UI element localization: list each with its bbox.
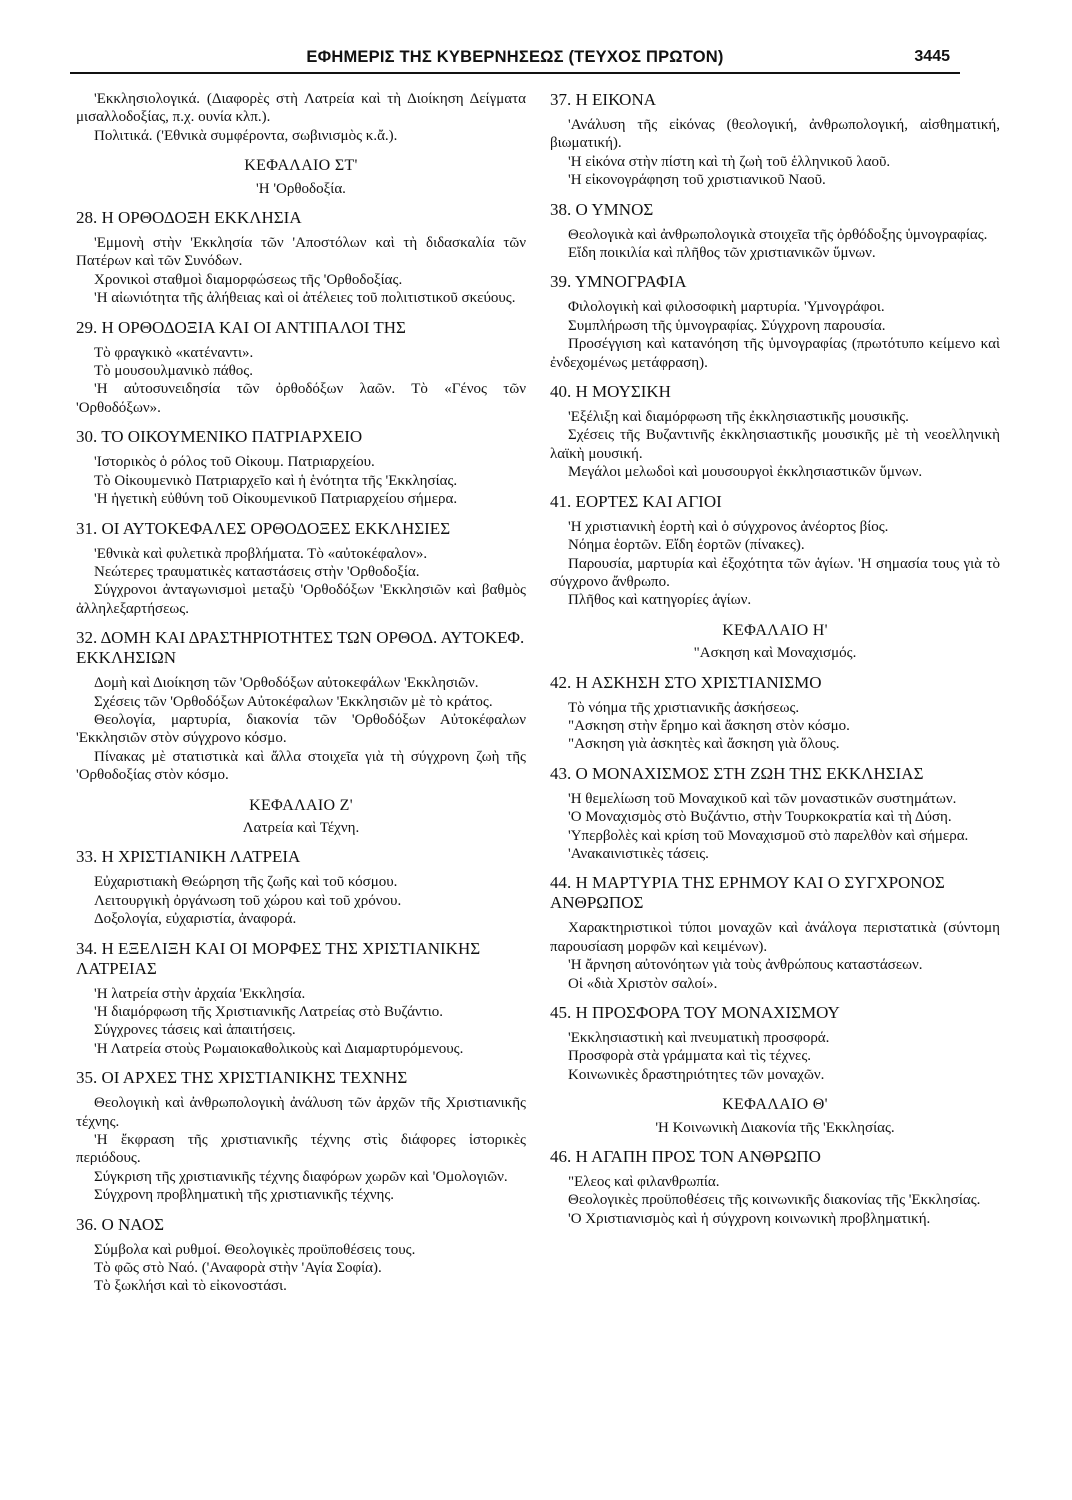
paragraph: 'Η χριστιανικὴ ἑορτὴ καὶ ὁ σύγχρονος ἀνέορτος βίος. [568,518,889,535]
paragraph: Χαρακτηριστικοὶ τύποι μοναχῶν καὶ ἀνάλογα περιστατικὰ (σύντομη παρουσίαση μορφῶν καὶ κειμένων). [550,920,1000,955]
paragraph: 'Ιστορικὸς ὁ ρόλος τοῦ Οἰκουμ. Πατριαρχείου. [94,454,375,471]
paragraph: Τὸ μουσουλμανικὸ πάθος. [94,363,254,380]
section-heading: 44. Η ΜΑΡΤΥΡΙΑ ΤΗΣ ΕΡΗΜΟΥ ΚΑΙ Ο ΣΥΓΧΡΟΝΟΣ ΑΝΘΡΩΠΟΣ [550,873,945,913]
paragraph: Προσφορὰ στὰ γράμματα καὶ τὶς τέχνες. [568,1048,812,1065]
paragraph: Προσέγγιση καὶ κατανόηση τῆς ὑμνογραφίας (πρωτότυπο κείμενο καὶ ἐνδεχομένως μετάφραση). [550,336,1000,371]
paragraph: "Ασκηση στὴν ἔρημο καὶ ἄσκηση στὸν κόσμο. [568,717,850,734]
paragraph: 'Υπερβολὲς καὶ κρίση τοῦ Μοναχισμοῦ στὸ παρελθὸν καὶ σήμερα. [568,827,969,844]
section-heading: 36. Ο ΝΑΟΣ [76,1214,165,1234]
page-number: 3445 [914,48,950,65]
paragraph: Σχέσεις τῆς Βυζαντινῆς ἐκκλησιαστικῆς μουσικῆς μὲ τὴ νεοελληνικὴ λαϊκὴ μουσική. [550,427,1000,462]
paragraph: 'Εθνικὰ καὶ φυλετικὰ προβλήματα. Τὸ «αὐτοκέφαλον». [94,545,428,562]
paragraph: 'Η ἄρνηση αὐτονόητων γιὰ τοὺς ἀνθρώπους καταστάσεων. [568,957,923,974]
paragraph: Εὐχαριστιακὴ Θεώρηση τῆς ζωῆς καὶ τοῦ κόσμου. [94,874,398,891]
section-heading: 31. ΟΙ ΑΥΤΟΚΕΦΑΛΕΣ ΟΡΘΟΔΟΞΕΣ ΕΚΚΛΗΣΙΕΣ [76,518,451,538]
paragraph: 'Εμμονὴ στὴν 'Εκκλησία τῶν 'Αποστόλων καὶ τὴ διδασκαλία τῶν Πατέρων καὶ τῶν Συνόδων. [76,235,526,270]
paragraph: Πολιτικά. ('Εθνικὰ συμφέροντα, σωβινισμὸς κ.ἄ.). [94,127,398,144]
paragraph: Σύγχρονες τάσεις καὶ ἀπαιτήσεις. [94,1022,296,1039]
paragraph: Δομὴ καὶ Διοίκηση τῶν 'Ορθοδόξων αὐτοκεφάλων 'Εκκλησιῶν. [94,675,479,692]
section-heading: 28. Η ΟΡΘΟΔΟΞΗ ΕΚΚΛΗΣΙΑ [76,208,302,228]
chapter-heading: ΚΕΦΑΛΑΙΟ ΣΤ' [244,157,358,175]
paragraph: 'Η διαμόρφωση τῆς Χριστιανικῆς Λατρείας στὸ Βυζάντιο. [94,1004,444,1020]
paragraph: Λειτουργικὴ ὀργάνωση τοῦ χώρου καὶ τοῦ χρόνου. [94,892,402,909]
chapter-heading: ΚΕΦΑΛΑΙΟ Ζ' [249,796,353,814]
paragraph: Μεγάλοι μελωδοὶ καὶ μουσουργοὶ ἐκκλησιαστικῶν ὕμνων. [568,464,923,481]
paragraph: Τὸ νόημα τῆς χριστιανικῆς ἀσκήσεως. [568,699,800,716]
chapter-subtitle: 'Η Κοινωνικὴ Διακονία τῆς 'Εκκλησίας. [655,1119,895,1136]
paragraph: Θεολογικὴ καὶ ἀνθρωπολογικὴ ἀνάλυση τῶν ἀρχῶν τῆς Χριστιανικῆς τέχνης. [76,1095,526,1130]
section-heading: 42. Η ΑΣΚΗΣΗ ΣΤΟ ΧΡΙΣΤΙΑΝΙΣΜΟ [550,672,822,692]
paragraph: Νεώτερες τραυματικὲς καταστάσεις στὴν 'Ορθοδοξία. [94,563,420,580]
section-heading: 46. Η ΑΓΑΠΗ ΠΡΟΣ ΤΟΝ ΑΝΘΡΩΠΟ [550,1147,821,1167]
paragraph: 'Η θεμελίωση τοῦ Μοναχικοῦ καὶ τῶν μοναστικῶν συστημάτων. [568,790,957,807]
paragraph: Παρουσία, μαρτυρία καὶ ἐξοχότητα τῶν ἁγίων. 'Η σημασία τους γιὰ τὸ σύγχρονο ἄνθρωπο. [550,555,1000,590]
chapter-subtitle: 'Η 'Ορθοδοξία. [256,180,346,197]
paragraph: 'Εκκλησιολογικά. (Διαφορὲς στὴ Λατρεία καὶ τὴ Διοίκηση Δείγματα μισαλλοδοξίας, π.χ. ουνία κλπ.). [76,91,526,126]
paragraph: Σχέσεις τῶν 'Ορθοδόξων Αὐτοκέφαλων 'Εκκλησιῶν μὲ τὸ κράτος. [94,693,493,710]
section-heading: 30. ΤΟ ΟΙΚΟΥΜΕΝΙΚΟ ΠΑΤΡΙΑΡΧΕΙΟ [76,427,363,447]
header-rule [70,72,960,74]
paragraph: Φιλολογικὴ καὶ φιλοσοφικὴ μαρτυρία. 'Υμνογράφοι. [568,299,885,316]
paragraph: 'Η αἰωνιότητα τῆς ἀλήθειας καὶ οἱ ἀτέλειες τοῦ πολιτιστικοῦ σκεύους. [94,290,516,307]
paragraph: 'Εκκλησιαστικὴ καὶ πνευματικὴ προσφορά. [568,1030,830,1046]
paragraph: Σύγχρονη προβληματικὴ τῆς χριστιανικῆς τέχνης. [94,1187,395,1204]
section-heading: 43. Ο ΜΟΝΑΧΙΣΜΟΣ ΣΤΗ ΖΩΗ ΤΗΣ ΕΚΚΛΗΣΙΑΣ [550,763,924,783]
paragraph: Συμπλήρωση τῆς ὑμνογραφίας. Σύγχρονη παρουσία. [568,317,886,334]
paragraph: "Ελεος καὶ φιλανθρωπία. [568,1174,720,1191]
paragraph: Πλῆθος καὶ κατηγορίες ἁγίων. [568,592,752,609]
paragraph: Πίνακας μὲ στατιστικὰ καὶ ἄλλα στοιχεῖα γιὰ τὴ σύγχρονη ζωὴ τῆς 'Ορθοδοξίας στὸν κόσμο. [76,748,526,784]
paragraph: 'Η λατρεία στὴν ἀρχαία 'Εκκλησία. [94,985,306,1002]
paragraph: 'Η Λατρεία στοὺς Ρωμαιοκαθολικοὺς καὶ Διαμαρτυρόμενους. [94,1040,464,1057]
paragraph: Σύγκριση τῆς χριστιανικῆς τέχνης διαφόρων χωρῶν καὶ 'Ομολογιῶν. [94,1168,508,1185]
section-heading: 29. Η ΟΡΘΟΔΟΞΙΑ ΚΑΙ ΟΙ ΑΝΤΙΠΑΛΟΙ ΤΗΣ [76,317,406,337]
section-heading: 40. Η ΜΟΥΣΙΚΗ [550,382,671,402]
paragraph: Θεολογικὰ καὶ ἀνθρωπολογικὰ στοιχεῖα τῆς ὀρθόδοξης ὑμνογραφίας. [568,226,988,243]
paragraph: Νόημα ἑορτῶν. Εἴδη ἑορτῶν (πίνακες). [568,537,805,554]
paragraph: Τὸ ξωκλήσι καὶ τὸ εἰκονοστάσι. [94,1278,287,1295]
paragraph: Τὸ φῶς στὸ Ναό. ('Αναφορὰ στὴν 'Αγία Σοφία). [94,1260,382,1277]
paragraph: 'Η ἔκφραση τῆς χριστιανικῆς τέχνης στὶς διάφορες ἱστορικὲς περιόδους. [76,1132,526,1167]
paragraph: 'Ο Μοναχισμὸς στὸ Βυζάντιο, στὴν Τουρκοκρατία καὶ τὴ Δύση. [568,809,952,826]
section-heading: 34. Η ΕΞΕΛΙΞΗ ΚΑΙ ΟΙ ΜΟΡΦΕΣ ΤΗΣ ΧΡΙΣΤΙΑΝΙΚΗΣ ΛΑΤΡΕΙΑΣ [76,938,481,978]
chapter-subtitle: Λατρεία καὶ Τέχνη. [242,819,360,836]
paragraph: 'Η εἰκόνα στὴν πίστη καὶ τὴ ζωὴ τοῦ ἑλληνικοῦ λαοῦ. [568,153,891,170]
right-column [550,90,1000,1228]
paragraph: Τὸ φραγκικὸ «κατέναντι». [94,344,254,361]
page-header [70,48,960,76]
section-heading: 38. Ο ΥΜΝΟΣ [550,199,654,219]
left-column [76,90,526,1296]
paragraph: Εἴδη ποικιλία καὶ πλῆθος τῶν χριστιανικῶν ὕμνων. [568,245,876,262]
paragraph: 'Η εἰκονογράφηση τοῦ χριστιανικοῦ Ναοῦ. [568,172,826,189]
paragraph: Θεολογικὲς προϋποθέσεις τῆς κοινωνικῆς διακονίας τῆς 'Εκκλησίας. [568,1192,981,1209]
paragraph: Χρονικοὶ σταθμοὶ διαμορφώσεως τῆς 'Ορθοδοξίας. [94,271,403,288]
paragraph: Σύγχρονοι ἀνταγωνισμοὶ μεταξὺ 'Ορθοδόξων 'Εκκλησιῶν καὶ βαθμὸς ἀλληλεξαρτήσεως. [76,582,526,617]
section-heading: 37. Η ΕΙΚΟΝΑ [550,90,657,109]
paragraph: Θεολογία, μαρτυρία, διακονία τῶν 'Ορθοδόξων Αὐτοκέφαλων 'Εκκλησιῶν στὸν σύγχρονο κόσμο. [76,711,526,747]
paragraph: 'Ο Χριστιανισμὸς καὶ ἡ σύγχρονη κοινωνικὴ προβληματική. [568,1210,931,1227]
gazette-title: ΕΦΗΜΕΡΙΣ ΤΗΣ ΚΥΒΕΡΝΗΣΕΩΣ (ΤΕΥΧΟΣ ΠΡΩΤΟΝ) [306,48,724,66]
paragraph: 'Η ἡγετικὴ εὐθύνη τοῦ Οἰκουμενικοῦ Πατριαρχείου σήμερα. [94,491,458,508]
section-heading: 41. ΕΟΡΤΕΣ ΚΑΙ ΑΓΙΟΙ [550,491,722,511]
chapter-heading: ΚΕΦΑΛΑΙΟ Η' [722,621,828,639]
paragraph: Τὸ Οἰκουμενικὸ Πατριαρχεῖο καὶ ἡ ἑνότητα τῆς 'Εκκλησίας. [94,472,458,489]
paragraph: Σύμβολα καὶ ρυθμοί. Θεολογικὲς προϋποθέσεις τους. [94,1241,416,1258]
chapter-heading: ΚΕΦΑΛΑΙΟ Θ' [722,1096,828,1114]
chapter-subtitle: "Ασκηση καὶ Μοναχισμός. [693,645,857,662]
paragraph: 'Εξέλιξη καὶ διαμόρφωση τῆς ἐκκλησιαστικῆς μουσικῆς. [568,409,909,426]
paragraph: 'Ανάλυση τῆς εἰκόνας (θεολογική, ἀνθρωπολογική, αἰσθηματική, βιωματική). [550,117,1000,152]
paragraph: 'Η αὐτοσυνειδησία τῶν ὀρθοδόξων λαῶν. Τὸ «Γένος τῶν 'Ορθοδόξων». [76,381,526,416]
section-heading: 39. ΥΜΝΟΓΡΑΦΙΑ [550,272,687,292]
section-heading: 32. ΔΟΜΗ ΚΑΙ ΔΡΑΣΤΗΡΙΟΤΗΤΕΣ ΤΩΝ ΟΡΘΟΔ. ΑΥΤΟΚΕΦ. ΕΚΚΛΗΣΙΩΝ [76,628,525,668]
section-heading: 33. Η ΧΡΙΣΤΙΑΝΙΚΗ ΛΑΤΡΕΙΑ [76,847,301,867]
section-heading: 45. Η ΠΡΟΣΦΟΡΑ ΤΟΥ ΜΟΝΑΧΙΣΜΟΥ [550,1003,840,1022]
paragraph: Κοινωνικὲς δραστηριότητες τῶν μοναχῶν. [568,1066,825,1083]
section-heading: 35. ΟΙ ΑΡΧΕΣ ΤΗΣ ΧΡΙΣΤΙΑΝΙΚΗΣ ΤΕΧΝΗΣ [76,1068,408,1088]
paragraph: Οἱ «διὰ Χριστὸν σαλοί». [568,975,718,992]
paragraph: "Ασκηση γιὰ ἀσκητὲς καὶ ἄσκηση γιὰ ὅλους. [568,736,840,753]
paragraph: Δοξολογία, εὐχαριστία, ἀναφορά. [94,911,297,928]
paragraph: 'Ανακαινιστικὲς τάσεις. [568,845,709,862]
